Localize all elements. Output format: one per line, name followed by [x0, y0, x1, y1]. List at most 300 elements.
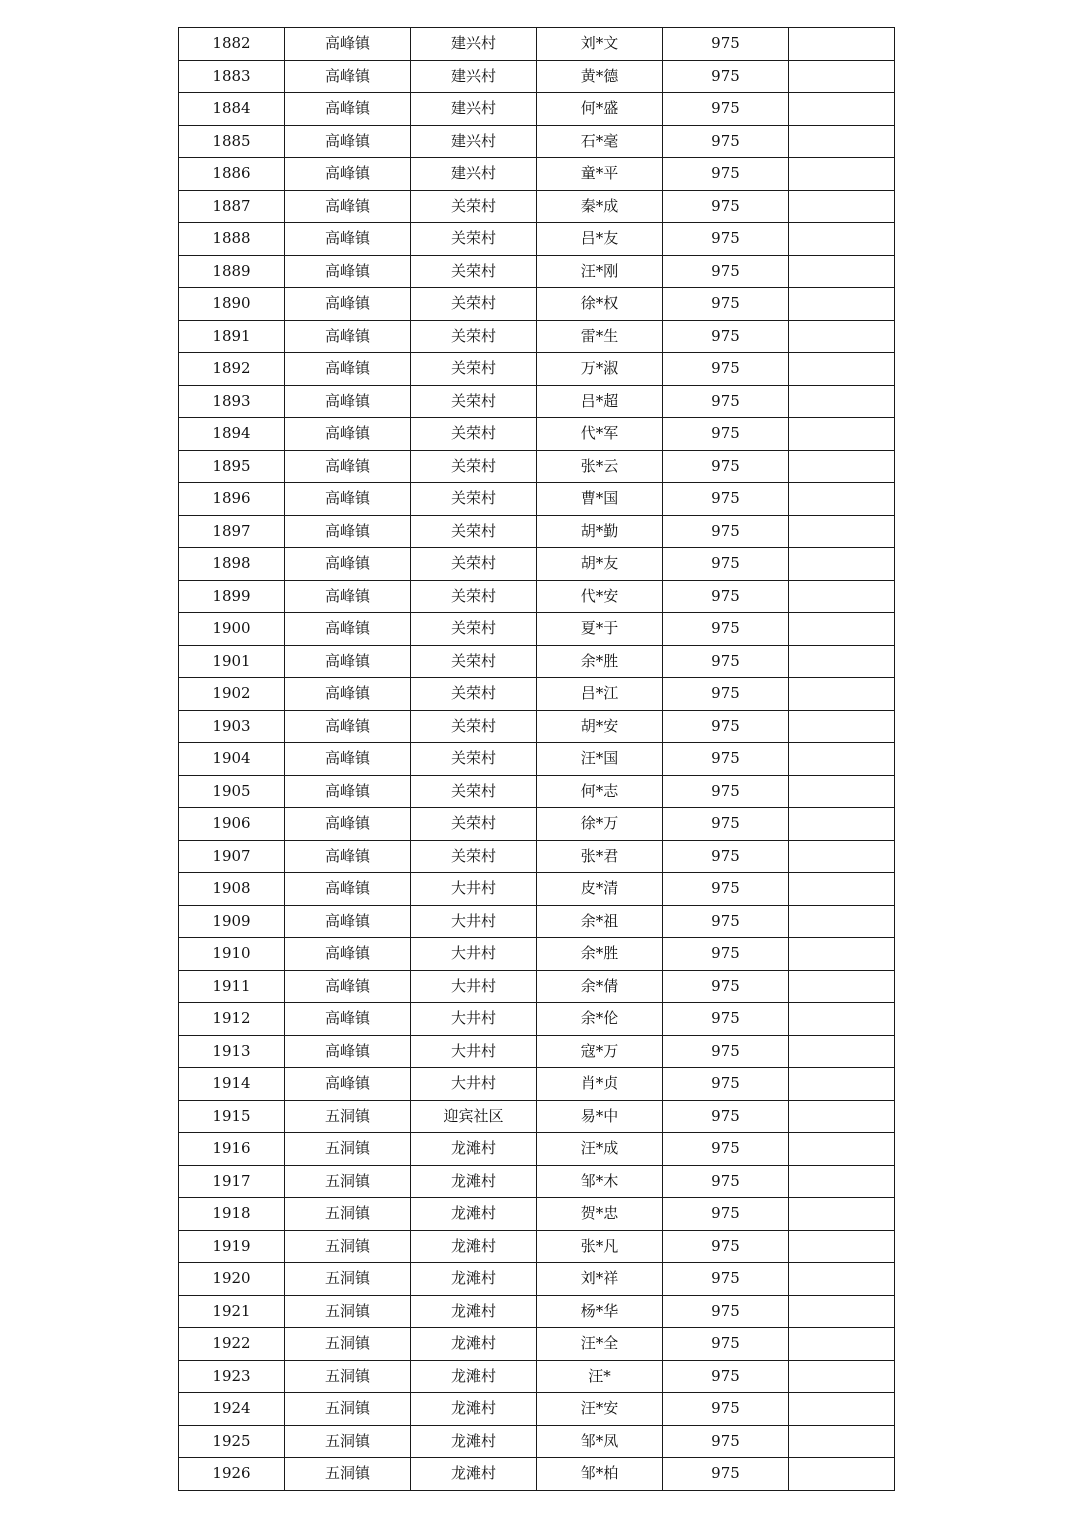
town-cell: 高峰镇 [285, 223, 411, 256]
serial-number-cell: 1891 [179, 320, 285, 353]
remark-cell [789, 1328, 895, 1361]
village-cell: 迎宾社区 [411, 1100, 537, 1133]
remark-cell [789, 905, 895, 938]
serial-number-cell: 1894 [179, 418, 285, 451]
amount-cell: 975 [663, 60, 789, 93]
serial-number-cell: 1909 [179, 905, 285, 938]
town-cell: 高峰镇 [285, 873, 411, 906]
person-name-cell: 徐*万 [537, 808, 663, 841]
person-name-cell: 何*盛 [537, 93, 663, 126]
amount-cell: 975 [663, 1198, 789, 1231]
remark-cell [789, 1425, 895, 1458]
amount-cell: 975 [663, 970, 789, 1003]
remark-cell [789, 93, 895, 126]
serial-number-cell: 1903 [179, 710, 285, 743]
serial-number-cell: 1914 [179, 1068, 285, 1101]
person-name-cell: 何*志 [537, 775, 663, 808]
remark-cell [789, 1165, 895, 1198]
remark-cell [789, 1035, 895, 1068]
town-cell: 高峰镇 [285, 125, 411, 158]
table-row [179, 743, 895, 776]
amount-cell: 975 [663, 28, 789, 61]
table-row [179, 938, 895, 971]
serial-number-cell: 1925 [179, 1425, 285, 1458]
town-cell: 五洞镇 [285, 1230, 411, 1263]
town-cell: 高峰镇 [285, 710, 411, 743]
remark-cell [789, 223, 895, 256]
person-name-cell: 吕*友 [537, 223, 663, 256]
serial-number-cell: 1898 [179, 548, 285, 581]
person-name-cell: 雷*生 [537, 320, 663, 353]
serial-number-cell: 1896 [179, 483, 285, 516]
table-row [179, 418, 895, 451]
remark-cell [789, 450, 895, 483]
remark-cell [789, 548, 895, 581]
person-name-cell: 夏*于 [537, 613, 663, 646]
table-row [179, 353, 895, 386]
person-name-cell: 邹*木 [537, 1165, 663, 1198]
town-cell: 高峰镇 [285, 580, 411, 613]
document-page [178, 27, 895, 1491]
person-name-cell: 胡*安 [537, 710, 663, 743]
amount-cell: 975 [663, 483, 789, 516]
remark-cell [789, 1263, 895, 1296]
amount-cell: 975 [663, 1425, 789, 1458]
remark-cell [789, 483, 895, 516]
serial-number-cell: 1920 [179, 1263, 285, 1296]
person-name-cell: 童*平 [537, 158, 663, 191]
village-cell: 大井村 [411, 905, 537, 938]
remark-cell [789, 125, 895, 158]
person-name-cell: 汪*成 [537, 1133, 663, 1166]
town-cell: 高峰镇 [285, 255, 411, 288]
table-row [179, 873, 895, 906]
person-name-cell: 杨*华 [537, 1295, 663, 1328]
remark-cell [789, 1393, 895, 1426]
person-name-cell: 余*伦 [537, 1003, 663, 1036]
amount-cell: 975 [663, 1068, 789, 1101]
amount-cell: 975 [663, 418, 789, 451]
town-cell: 高峰镇 [285, 190, 411, 223]
amount-cell: 975 [663, 1458, 789, 1491]
remark-cell [789, 645, 895, 678]
town-cell: 高峰镇 [285, 515, 411, 548]
amount-cell: 975 [663, 548, 789, 581]
person-name-cell: 徐*权 [537, 288, 663, 321]
amount-cell: 975 [663, 1295, 789, 1328]
person-name-cell: 石*毫 [537, 125, 663, 158]
village-cell: 建兴村 [411, 60, 537, 93]
town-cell: 高峰镇 [285, 1035, 411, 1068]
serial-number-cell: 1923 [179, 1360, 285, 1393]
serial-number-cell: 1906 [179, 808, 285, 841]
village-cell: 大井村 [411, 873, 537, 906]
town-cell: 高峰镇 [285, 418, 411, 451]
table-row [179, 548, 895, 581]
serial-number-cell: 1905 [179, 775, 285, 808]
amount-cell: 975 [663, 288, 789, 321]
person-name-cell: 寇*万 [537, 1035, 663, 1068]
village-cell: 建兴村 [411, 158, 537, 191]
person-name-cell: 张*凡 [537, 1230, 663, 1263]
table-row [179, 1458, 895, 1491]
remark-cell [789, 938, 895, 971]
village-cell: 关荣村 [411, 515, 537, 548]
table-row [179, 93, 895, 126]
table-row [179, 1425, 895, 1458]
serial-number-cell: 1892 [179, 353, 285, 386]
amount-cell: 975 [663, 450, 789, 483]
town-cell: 高峰镇 [285, 808, 411, 841]
table-row [179, 1295, 895, 1328]
amount-cell: 975 [663, 1360, 789, 1393]
person-name-cell: 张*君 [537, 840, 663, 873]
village-cell: 大井村 [411, 1003, 537, 1036]
village-cell: 龙滩村 [411, 1198, 537, 1231]
table-row [179, 1100, 895, 1133]
serial-number-cell: 1904 [179, 743, 285, 776]
village-cell: 龙滩村 [411, 1133, 537, 1166]
person-name-cell: 曹*国 [537, 483, 663, 516]
town-cell: 高峰镇 [285, 743, 411, 776]
village-cell: 龙滩村 [411, 1393, 537, 1426]
serial-number-cell: 1919 [179, 1230, 285, 1263]
amount-cell: 975 [663, 1133, 789, 1166]
remark-cell [789, 60, 895, 93]
amount-cell: 975 [663, 385, 789, 418]
serial-number-cell: 1924 [179, 1393, 285, 1426]
table-row [179, 1393, 895, 1426]
village-cell: 大井村 [411, 938, 537, 971]
table-row [179, 28, 895, 61]
amount-cell: 975 [663, 1165, 789, 1198]
amount-cell: 975 [663, 710, 789, 743]
town-cell: 高峰镇 [285, 60, 411, 93]
person-name-cell: 胡*勤 [537, 515, 663, 548]
town-cell: 高峰镇 [285, 938, 411, 971]
amount-cell: 975 [663, 840, 789, 873]
remark-cell [789, 840, 895, 873]
village-cell: 大井村 [411, 1068, 537, 1101]
town-cell: 高峰镇 [285, 483, 411, 516]
person-name-cell: 余*倩 [537, 970, 663, 1003]
remark-cell [789, 385, 895, 418]
remark-cell [789, 970, 895, 1003]
person-name-cell: 贺*忠 [537, 1198, 663, 1231]
village-cell: 关荣村 [411, 580, 537, 613]
town-cell: 五洞镇 [285, 1263, 411, 1296]
town-cell: 五洞镇 [285, 1360, 411, 1393]
village-cell: 建兴村 [411, 93, 537, 126]
town-cell: 高峰镇 [285, 353, 411, 386]
amount-cell: 975 [663, 158, 789, 191]
table-row [179, 1230, 895, 1263]
serial-number-cell: 1897 [179, 515, 285, 548]
serial-number-cell: 1916 [179, 1133, 285, 1166]
serial-number-cell: 1893 [179, 385, 285, 418]
serial-number-cell: 1917 [179, 1165, 285, 1198]
remark-cell [789, 1003, 895, 1036]
person-name-cell: 皮*清 [537, 873, 663, 906]
table-row [179, 450, 895, 483]
table-row [179, 905, 895, 938]
table-row [179, 125, 895, 158]
amount-cell: 975 [663, 223, 789, 256]
town-cell: 高峰镇 [285, 905, 411, 938]
table-row [179, 288, 895, 321]
village-cell: 龙滩村 [411, 1295, 537, 1328]
town-cell: 高峰镇 [285, 645, 411, 678]
table-row [179, 840, 895, 873]
amount-cell: 975 [663, 125, 789, 158]
roster-table [178, 27, 895, 1491]
table-row [179, 320, 895, 353]
person-name-cell: 黄*德 [537, 60, 663, 93]
remark-cell [789, 678, 895, 711]
town-cell: 五洞镇 [285, 1393, 411, 1426]
village-cell: 大井村 [411, 1035, 537, 1068]
serial-number-cell: 1910 [179, 938, 285, 971]
town-cell: 五洞镇 [285, 1295, 411, 1328]
remark-cell [789, 1100, 895, 1133]
serial-number-cell: 1907 [179, 840, 285, 873]
amount-cell: 975 [663, 1003, 789, 1036]
person-name-cell: 邹*凤 [537, 1425, 663, 1458]
table-row [179, 1263, 895, 1296]
town-cell: 五洞镇 [285, 1133, 411, 1166]
table-row [179, 1165, 895, 1198]
town-cell: 高峰镇 [285, 320, 411, 353]
serial-number-cell: 1901 [179, 645, 285, 678]
person-name-cell: 刘*文 [537, 28, 663, 61]
remark-cell [789, 353, 895, 386]
remark-cell [789, 288, 895, 321]
village-cell: 关荣村 [411, 775, 537, 808]
person-name-cell: 万*淑 [537, 353, 663, 386]
village-cell: 关荣村 [411, 613, 537, 646]
village-cell: 龙滩村 [411, 1425, 537, 1458]
village-cell: 关荣村 [411, 840, 537, 873]
town-cell: 高峰镇 [285, 840, 411, 873]
table-row [179, 255, 895, 288]
table-row [179, 60, 895, 93]
table-row [179, 1360, 895, 1393]
person-name-cell: 易*中 [537, 1100, 663, 1133]
remark-cell [789, 255, 895, 288]
table-row [179, 1035, 895, 1068]
table-row [179, 190, 895, 223]
remark-cell [789, 1458, 895, 1491]
amount-cell: 975 [663, 255, 789, 288]
amount-cell: 975 [663, 775, 789, 808]
table-row [179, 775, 895, 808]
village-cell: 龙滩村 [411, 1360, 537, 1393]
village-cell: 建兴村 [411, 125, 537, 158]
serial-number-cell: 1908 [179, 873, 285, 906]
amount-cell: 975 [663, 190, 789, 223]
town-cell: 五洞镇 [285, 1328, 411, 1361]
remark-cell [789, 515, 895, 548]
town-cell: 高峰镇 [285, 28, 411, 61]
town-cell: 高峰镇 [285, 548, 411, 581]
remark-cell [789, 320, 895, 353]
amount-cell: 975 [663, 678, 789, 711]
town-cell: 高峰镇 [285, 1003, 411, 1036]
remark-cell [789, 1133, 895, 1166]
table-row [179, 158, 895, 191]
table-row [179, 645, 895, 678]
person-name-cell: 汪*全 [537, 1328, 663, 1361]
remark-cell [789, 710, 895, 743]
person-name-cell: 吕*江 [537, 678, 663, 711]
remark-cell [789, 743, 895, 776]
serial-number-cell: 1884 [179, 93, 285, 126]
remark-cell [789, 28, 895, 61]
remark-cell [789, 1230, 895, 1263]
amount-cell: 975 [663, 93, 789, 126]
amount-cell: 975 [663, 645, 789, 678]
serial-number-cell: 1922 [179, 1328, 285, 1361]
village-cell: 关荣村 [411, 385, 537, 418]
table-row [179, 1003, 895, 1036]
table-row [179, 613, 895, 646]
amount-cell: 975 [663, 873, 789, 906]
remark-cell [789, 190, 895, 223]
table-row [179, 385, 895, 418]
serial-number-cell: 1890 [179, 288, 285, 321]
village-cell: 关荣村 [411, 483, 537, 516]
amount-cell: 975 [663, 515, 789, 548]
serial-number-cell: 1885 [179, 125, 285, 158]
serial-number-cell: 1882 [179, 28, 285, 61]
amount-cell: 975 [663, 938, 789, 971]
remark-cell [789, 580, 895, 613]
amount-cell: 975 [663, 743, 789, 776]
serial-number-cell: 1895 [179, 450, 285, 483]
serial-number-cell: 1886 [179, 158, 285, 191]
remark-cell [789, 775, 895, 808]
serial-number-cell: 1889 [179, 255, 285, 288]
amount-cell: 975 [663, 353, 789, 386]
town-cell: 高峰镇 [285, 678, 411, 711]
amount-cell: 975 [663, 808, 789, 841]
person-name-cell: 汪*刚 [537, 255, 663, 288]
remark-cell [789, 873, 895, 906]
remark-cell [789, 1295, 895, 1328]
remark-cell [789, 1360, 895, 1393]
serial-number-cell: 1926 [179, 1458, 285, 1491]
village-cell: 关荣村 [411, 353, 537, 386]
town-cell: 五洞镇 [285, 1198, 411, 1231]
town-cell: 高峰镇 [285, 450, 411, 483]
remark-cell [789, 808, 895, 841]
serial-number-cell: 1915 [179, 1100, 285, 1133]
amount-cell: 975 [663, 613, 789, 646]
person-name-cell: 汪* [537, 1360, 663, 1393]
person-name-cell: 秦*成 [537, 190, 663, 223]
serial-number-cell: 1921 [179, 1295, 285, 1328]
table-row [179, 223, 895, 256]
person-name-cell: 余*胜 [537, 645, 663, 678]
amount-cell: 975 [663, 1230, 789, 1263]
person-name-cell: 代*安 [537, 580, 663, 613]
serial-number-cell: 1911 [179, 970, 285, 1003]
remark-cell [789, 1198, 895, 1231]
person-name-cell: 汪*安 [537, 1393, 663, 1426]
village-cell: 关荣村 [411, 743, 537, 776]
table-row [179, 515, 895, 548]
table-row [179, 483, 895, 516]
serial-number-cell: 1888 [179, 223, 285, 256]
village-cell: 关荣村 [411, 418, 537, 451]
town-cell: 高峰镇 [285, 775, 411, 808]
village-cell: 关荣村 [411, 678, 537, 711]
amount-cell: 975 [663, 320, 789, 353]
table-row [179, 678, 895, 711]
village-cell: 关荣村 [411, 255, 537, 288]
village-cell: 关荣村 [411, 548, 537, 581]
table-row [179, 970, 895, 1003]
person-name-cell: 肖*贞 [537, 1068, 663, 1101]
person-name-cell: 张*云 [537, 450, 663, 483]
serial-number-cell: 1902 [179, 678, 285, 711]
serial-number-cell: 1899 [179, 580, 285, 613]
village-cell: 大井村 [411, 970, 537, 1003]
village-cell: 龙滩村 [411, 1263, 537, 1296]
amount-cell: 975 [663, 1263, 789, 1296]
serial-number-cell: 1912 [179, 1003, 285, 1036]
roster-table-body [179, 28, 895, 1491]
town-cell: 高峰镇 [285, 93, 411, 126]
person-name-cell: 余*胜 [537, 938, 663, 971]
village-cell: 龙滩村 [411, 1458, 537, 1491]
amount-cell: 975 [663, 1393, 789, 1426]
remark-cell [789, 613, 895, 646]
village-cell: 龙滩村 [411, 1230, 537, 1263]
serial-number-cell: 1887 [179, 190, 285, 223]
table-row [179, 1068, 895, 1101]
village-cell: 关荣村 [411, 710, 537, 743]
person-name-cell: 刘*祥 [537, 1263, 663, 1296]
town-cell: 高峰镇 [285, 970, 411, 1003]
amount-cell: 975 [663, 1100, 789, 1133]
town-cell: 五洞镇 [285, 1165, 411, 1198]
serial-number-cell: 1883 [179, 60, 285, 93]
table-row [179, 1328, 895, 1361]
remark-cell [789, 1068, 895, 1101]
village-cell: 关荣村 [411, 288, 537, 321]
table-row [179, 710, 895, 743]
amount-cell: 975 [663, 1035, 789, 1068]
person-name-cell: 胡*友 [537, 548, 663, 581]
serial-number-cell: 1918 [179, 1198, 285, 1231]
serial-number-cell: 1913 [179, 1035, 285, 1068]
village-cell: 龙滩村 [411, 1328, 537, 1361]
village-cell: 龙滩村 [411, 1165, 537, 1198]
table-row [179, 580, 895, 613]
town-cell: 高峰镇 [285, 385, 411, 418]
amount-cell: 975 [663, 580, 789, 613]
town-cell: 高峰镇 [285, 288, 411, 321]
table-row [179, 808, 895, 841]
person-name-cell: 吕*超 [537, 385, 663, 418]
town-cell: 高峰镇 [285, 1068, 411, 1101]
village-cell: 关荣村 [411, 808, 537, 841]
amount-cell: 975 [663, 905, 789, 938]
person-name-cell: 代*军 [537, 418, 663, 451]
town-cell: 五洞镇 [285, 1100, 411, 1133]
village-cell: 关荣村 [411, 320, 537, 353]
